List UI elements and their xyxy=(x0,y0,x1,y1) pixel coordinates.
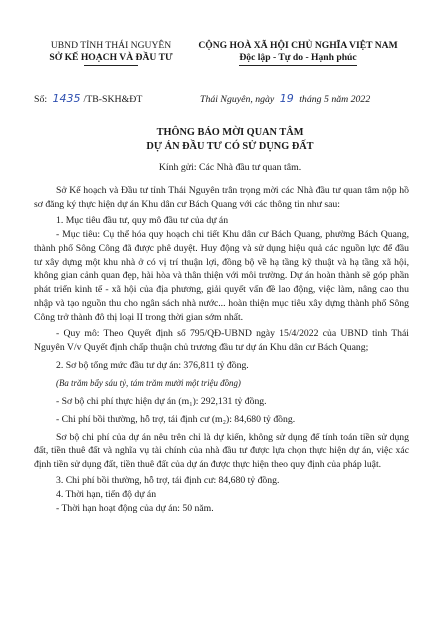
section-4-heading: 4. Thời hạn, tiến độ dự án xyxy=(56,489,157,501)
agency-header xyxy=(32,40,190,66)
document-body xyxy=(34,184,409,516)
section-1-heading: 1. Mục tiêu đầu tư, quy mô đầu tư của dự án xyxy=(56,214,229,226)
issue-date-suffix: tháng 5 năm 2022 xyxy=(299,94,371,105)
national-header xyxy=(192,40,404,66)
section-2-note: Sơ bộ chi phí của dự án nêu trên chỉ là dự kiến, không sử dụng để tính toán tiền sử dụng đất, tiền thuê đất và nghĩa vụ tài chính của nhà đầu tư được lựa chọn thực hiện dự án, việc xác định tiền sử dụng đất, tiền thuê đất của dự án được thực hiện theo quy định của pháp luật. xyxy=(34,431,409,471)
agency-parent: UBND TỈNH THÁI NGUYÊN xyxy=(50,40,172,51)
document-number-prefix: Số: xyxy=(34,94,48,105)
document-number-suffix: /TB-SKH&ĐT xyxy=(83,94,143,105)
section-3-heading: 3. Chi phí bồi thường, hỗ trợ, tái định cư: 84,680 tỷ đồng. xyxy=(56,475,280,487)
agency-name: SỞ KẾ HOẠCH VÀ ĐẦU TƯ xyxy=(49,51,173,63)
notice-subtitle: DỰ ÁN ĐẦU TƯ CÓ SỬ DỤNG ĐẤT xyxy=(146,141,314,152)
notice-title: THÔNG BÁO MỜI QUAN TÂM xyxy=(156,127,304,138)
document-number xyxy=(34,92,142,105)
issue-date-prefix: Thái Nguyên, ngày xyxy=(200,94,275,105)
document-number-handwritten: 1435 xyxy=(52,92,81,105)
section-4-duration: - Thời hạn hoạt động của dự án: 50 năm. xyxy=(56,503,214,515)
section-2-cost-m1: - Sơ bộ chi phí thực hiện dự án (m₁): 292,131 tỷ đồng. xyxy=(56,395,267,407)
motto-underline xyxy=(239,65,357,66)
agency-underline xyxy=(84,65,138,66)
section-2-heading: 2. Sơ bộ tổng mức đầu tư dự án: 376,811 tỷ đồng. xyxy=(56,359,249,371)
section-2-cost-m2: - Chi phí bồi thường, hỗ trợ, tái định cư (m₂): 84,680 tỷ đồng. xyxy=(56,413,296,425)
issue-date xyxy=(200,92,370,105)
salutation: Kính gửi: Các Nhà đầu tư quan tâm. xyxy=(158,162,302,173)
national-title: CỘNG HOÀ XÃ HỘI CHỦ NGHĨA VIỆT NAM xyxy=(198,40,398,51)
intro-paragraph: Sở Kế hoạch và Đầu tư tỉnh Thái Nguyên trân trọng mời các Nhà đầu tư quan tâm nộp hồ sơ đăng ký thực hiện dự án Khu dân cư Bách Quang với các thông tin như sau: xyxy=(34,185,409,210)
section-2-amount-in-words: (Ba trăm bẩy sáu tỷ, tám trăm mười một triệu đồng) xyxy=(56,377,241,388)
national-motto: Độc lập - Tự do - Hạnh phúc xyxy=(239,51,357,63)
issue-date-day-handwritten: 19 xyxy=(279,92,294,105)
section-1-scale: - Quy mô: Theo Quyết định số 795/QĐ-UBND ngày 15/4/2022 của UBND tỉnh Thái Nguyên V/v Quyết định chấp thuận chủ trương đầu tư dự án Khu dân cư Bách Quang; xyxy=(34,328,409,353)
section-1-goal: - Mục tiêu: Cụ thể hóa quy hoạch chi tiết Khu dân cư Bách Quang, phường Bách Quang, thành phố Sông Công đã được phê duyệt. Huy động và sử dụng hiệu quả các nguồn lực để đầu tư xây dựng một khu nhà ở có vị trí thuận lợi, đồng bộ về hạ tầng kỹ thuật và hạ tầng xã hội, không gian cảnh quan đẹp, hài hòa và thân thiện với môi trường. Dự án hoàn thành sẽ góp phần phát triển kinh tế - xã hội của địa phương, giải quyết vấn đề lao động, việc làm, nâng cao thu nhập và tạo nguồn thu cho ngân sách nhà nước... hoàn thiện mục tiêu xây dựng thành phố Sông Công trở thành đô thị loại II trong thời gian sớm nhất. xyxy=(34,228,409,324)
